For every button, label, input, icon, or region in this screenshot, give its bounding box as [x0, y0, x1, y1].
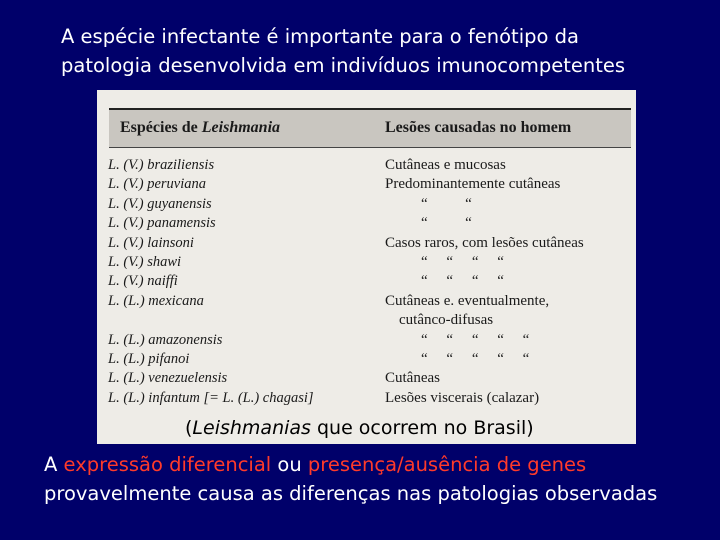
slide-title: [61, 22, 701, 80]
conclusion-ou: ou: [271, 453, 308, 476]
species-row: L. (L.) amazonensis: [108, 331, 223, 348]
lesion-row: “ “ “ “: [421, 273, 504, 290]
species-row: L. (L.) infantum [= L. (L.) chagasi]: [108, 389, 314, 406]
header-species-prefix: Espécies de: [120, 119, 198, 136]
highlight-presence: presença/ausência de genes: [307, 453, 587, 476]
species-row: L. (V.) shawi: [108, 253, 182, 270]
species-row: L. (V.) lainsoni: [108, 234, 194, 251]
species-column: [108, 156, 378, 408]
species-row: L. (V.) guyanensis: [108, 195, 212, 212]
lesion-row: Cutâneas e mucosas: [385, 157, 506, 173]
species-row: L. (V.) peruviana: [108, 176, 207, 193]
species-row: L. (V.) naiffi: [108, 273, 178, 290]
conclusion-text: [44, 450, 714, 508]
lesion-row: Lesões viscerais (calazar): [385, 389, 540, 406]
species-row: L. (L.) venezuelensis: [108, 370, 228, 387]
lesion-row: Cutâneas: [385, 370, 440, 387]
species-row: L. (V.) braziliensis: [108, 157, 215, 173]
lesion-row: “ “ “ “ “: [421, 350, 530, 367]
highlight-expression: expressão diferencial: [63, 453, 272, 476]
conclusion-line-2: provavelmente causa as diferenças nas patologias observadas: [44, 482, 658, 505]
lesion-row: “ “: [421, 195, 472, 212]
lesion-row: “ “ “ “ “: [421, 331, 530, 348]
table-caption: [97, 414, 636, 444]
lesion-row: “ “: [421, 215, 472, 232]
lesion-row: cutânco-difusas: [399, 312, 494, 329]
species-row: L. (L.) pifanoi: [108, 350, 190, 367]
lesion-row: Casos raros, com lesões cutâneas: [385, 234, 584, 251]
title-line-2: patologia desenvolvida em indivíduos imunocompetentes: [61, 54, 626, 77]
header-lesions: Lesões causadas no homem: [385, 119, 572, 136]
scanned-table-image: [97, 90, 636, 440]
caption-text: [185, 417, 534, 439]
species-row: [108, 311, 378, 330]
lesions-column: [385, 156, 630, 408]
caption-italic: Leishmanias: [192, 417, 311, 439]
lesion-row: “ “ “ “: [421, 253, 504, 270]
title-line-1: A espécie infectante é importante para o fenótipo da: [61, 25, 579, 48]
table-header: [109, 108, 631, 148]
conclusion-line-1: [44, 450, 714, 479]
conclusion-a: A: [44, 453, 64, 476]
lesion-row: Predominantemente cutâneas: [385, 176, 561, 193]
lesion-row: Cutâneas e. eventualmente,: [385, 292, 550, 309]
species-row: L. (L.) mexicana: [108, 292, 204, 309]
caption-open: (: [185, 417, 193, 439]
caption-rest: que ocorrem no Brasil): [310, 417, 534, 439]
header-species-genus: Leishmania: [201, 119, 281, 136]
species-row: L. (V.) panamensis: [108, 215, 216, 232]
header-species: [120, 119, 280, 137]
